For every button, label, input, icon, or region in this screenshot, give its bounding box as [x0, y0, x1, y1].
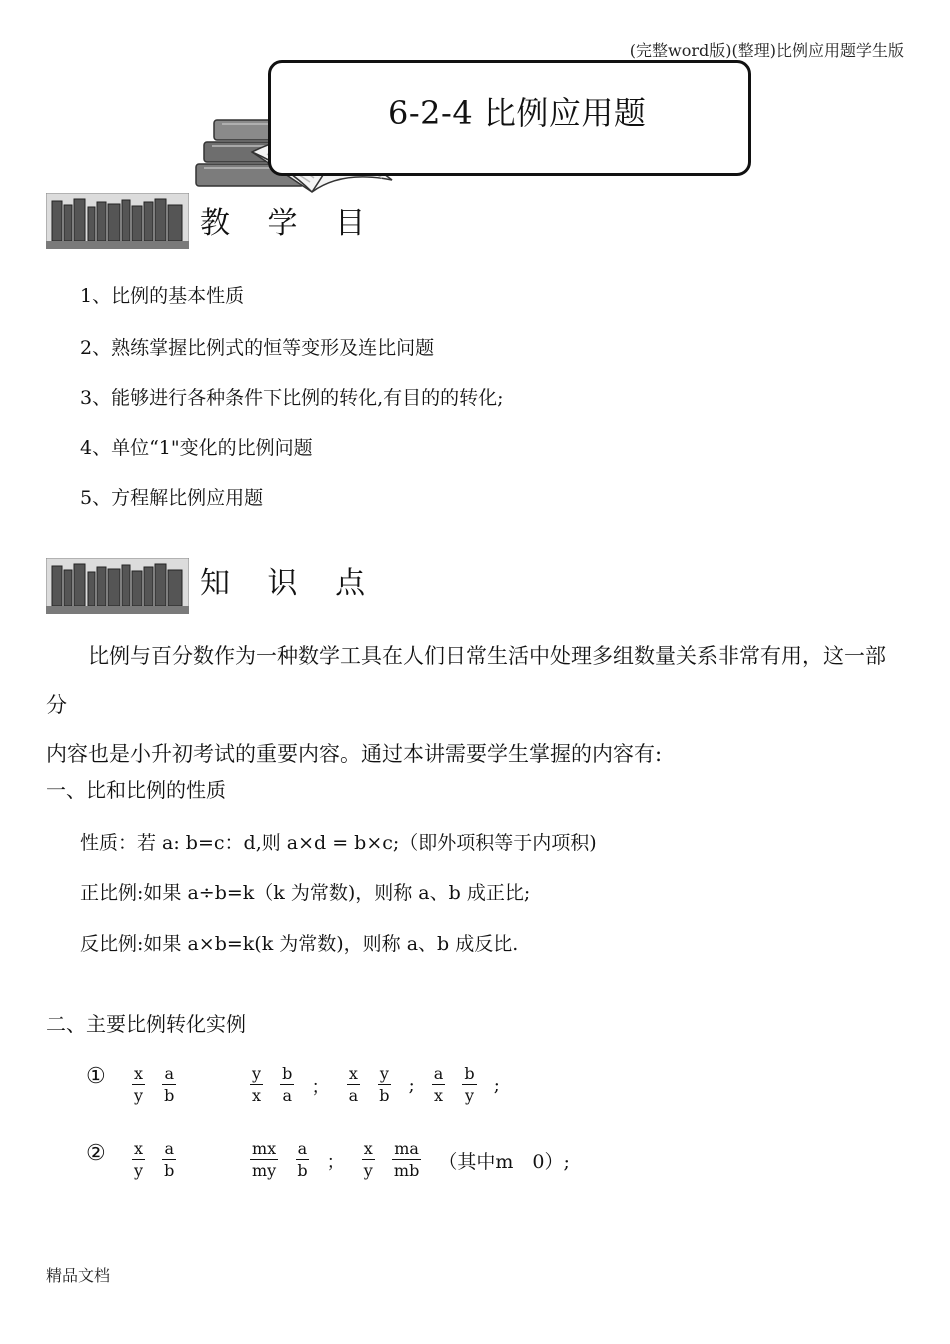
fraction: $\frac{y}{b}$ [379, 1064, 390, 1105]
list-item: 1、比例的基本性质 [80, 285, 245, 307]
fraction: $\frac{ma}{mb}$ [393, 1139, 420, 1180]
row-marker: ① [86, 1064, 106, 1089]
section-title-goals: 教 学 目 [200, 206, 380, 241]
intro-line-1: 比例与百分数作为一种数学工具在人们日常生活中处理多组数量关系非常有用，这一部分 [46, 644, 886, 717]
row1-rhs: $\frac{y}{x}$ $\frac{b}{a}$ ； $\frac{x}{a}$ $\frac{y}{b}$ ; $\frac{a}{x}$ $\frac{b}{y}$ ; [252, 1064, 500, 1105]
bookshelf-icon [46, 558, 189, 614]
subheading-properties: 一、比和比例的性质 [46, 778, 226, 802]
fraction: $\frac{x}{y}$ [363, 1139, 373, 1180]
row1-lhs [126, 1064, 182, 1107]
conversion-row-1 [86, 1064, 106, 1089]
list-item: 2、熟练掌握比例式的恒等变形及连比问题 [80, 337, 435, 359]
section-title-knowledge: 知 识 点 [200, 566, 380, 601]
fraction: $\frac{b}{y}$ [464, 1064, 475, 1105]
fraction: $\frac{y}{x}$ [252, 1064, 262, 1105]
list-item: 5、方程解比例应用题 [80, 487, 264, 509]
list-item: 3、能够进行各种条件下比例的转化,有目的的转化; [80, 387, 504, 409]
fraction: $\frac{x}{a}$ [348, 1064, 359, 1105]
row2-rhs: $\frac{mx}{my}$ $\frac{a}{b}$ ； $\frac{x}{y}$ $\frac{ma}{mb}$ （其中m 0）; [252, 1139, 570, 1180]
intro-paragraph [46, 632, 906, 779]
footer-label: 精品文档 [46, 1266, 111, 1285]
property-line: 性质：若 a: b=c：d,则 a×d = b×c;（即外项积等于内项积) [80, 832, 597, 854]
fraction: $\frac{b}{a}$ [282, 1064, 293, 1105]
fraction: $\frac{a}{b}$ [297, 1139, 308, 1180]
fraction: $\frac{a}{b}$ [164, 1139, 175, 1180]
header-note: (完整word版)(整理)比例应用题学生版 [629, 41, 904, 60]
fraction: $\frac{x}{y}$ [134, 1064, 144, 1105]
intro-line-2: 内容也是小升初考试的重要内容。通过本讲需要学生掌握的内容有: [46, 742, 663, 766]
condition-note: （其中m 0）; [438, 1151, 570, 1173]
fraction: $\frac{mx}{my}$ [252, 1139, 277, 1180]
direct-proportion-line: 正比例:如果 a÷b=k（k 为常数)，则称 a、b 成正比; [80, 882, 531, 904]
fraction: $\frac{x}{y}$ [134, 1139, 144, 1180]
bookshelf-icon [46, 193, 189, 249]
fraction: $\frac{a}{b}$ [164, 1064, 175, 1105]
subheading-conversions: 二、主要比例转化实例 [46, 1012, 246, 1036]
row2-lhs [126, 1139, 182, 1182]
fraction: $\frac{a}{x}$ [433, 1064, 444, 1105]
inverse-proportion-line: 反比例:如果 a×b=k(k 为常数)，则称 a、b 成反比. [80, 933, 519, 955]
list-item: 4、单位“1"变化的比例问题 [80, 437, 313, 459]
page-title: 6-2-4 比例应用题 [388, 94, 647, 132]
row-marker: ② [86, 1141, 106, 1166]
conversion-row-2 [86, 1141, 106, 1166]
